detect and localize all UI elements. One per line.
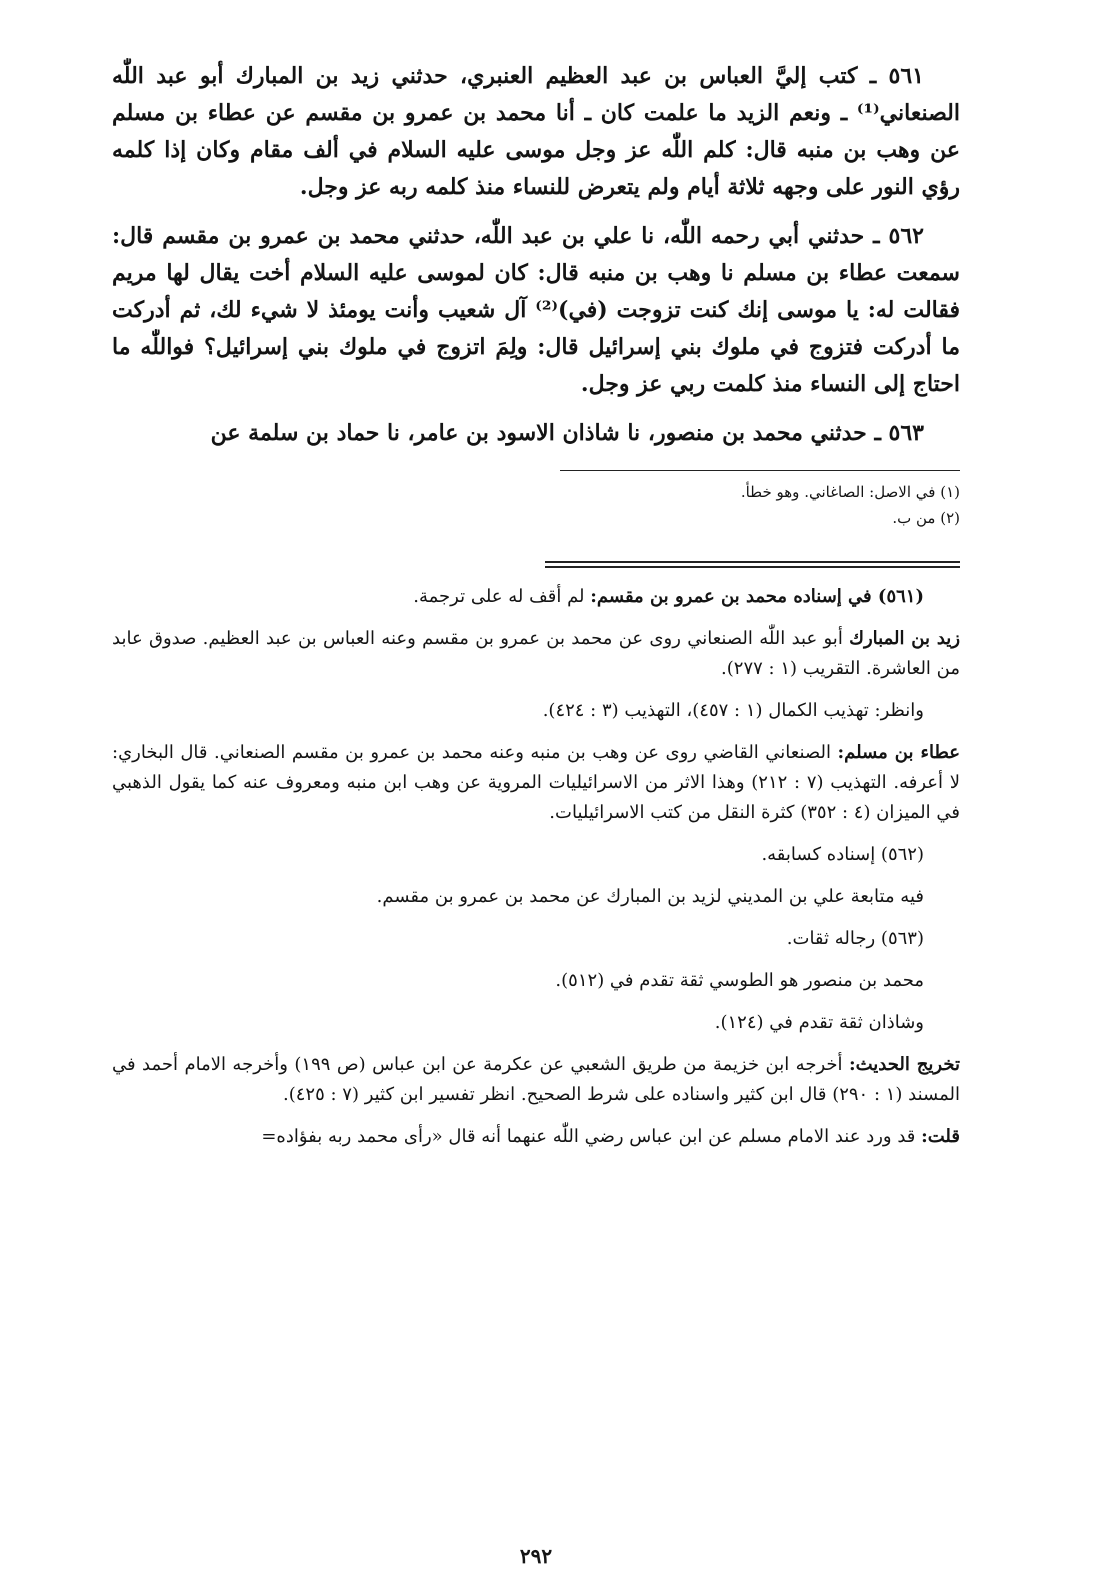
hadith-562: ٥٦٢ ـ حدثني أبي رحمه اللّٰه، نا علي بن عبد اللّٰه، حدثني محمد بن عمرو بن مقسم قال: سمعت عطاء بن مسلم نا وهب بن منبه قال: كان لموسى عليه السلام أخت يقال لها مريم فقالت له: يا موسى إنك كنت تزوجت (في)⁽²⁾ آل شعيب وأنت يومئذ لا شيء لك، ثم أدركت ما أدركت فتزوج في ملوك بني إسرائيل قال: ولِمَ اتزوج في ملوك بني إسرائيل؟ فواللّٰه ما احتاج إلى النساء منذ كلمت ربي عز وجل. <box>112 223 960 397</box>
book-page <box>112 58 961 1568</box>
commentary-text: لم أقف له على ترجمة. <box>413 586 591 607</box>
commentary-paragraph <box>112 1008 960 1038</box>
footnote-2: (٢) من ب. <box>892 509 960 527</box>
commentary-text: الصنعاني القاضي روى عن وهب بن منبه وعنه محمد بن عمرو بن مقسم الصنعاني. قال البخاري: لا أعرفه. التهذيب (٧ : ٢١٢) وهذا الاثر من الاسرائيليات المروية عن وهب ابن منبه ومعروف عنه كما يقول الذهبي في الميزان (٤ : ٣٥٢) كثرة النقل من كتب الاسرائيليات. <box>112 742 960 823</box>
commentary-paragraph <box>112 738 960 828</box>
page-number: ٢٩٢ <box>519 1544 553 1568</box>
footnote-divider <box>560 470 960 471</box>
commentary-bold: زيد بن المبارك <box>849 628 961 649</box>
hadith-563: ٥٦٣ ـ حدثني محمد بن منصور، نا شاذان الاسود بن عامر، نا حماد بن سلمة عن <box>210 420 924 446</box>
commentary-text: أبو عبد اللّٰه الصنعاني روى عن محمد بن عمرو بن مقسم وعنه العباس بن عبد العظيم. صدوق عابد من العاشرة. التقريب (١ : ٢٧٧). <box>112 628 960 679</box>
hadith-561: ٥٦١ ـ كتب إليَّ العباس بن عبد العظيم العنبري، حدثني زيد بن المبارك أبو عبد اللّٰه الصنعاني⁽¹⁾ ـ ونعم الزيد ما علمت كان ـ أنا محمد بن عمرو بن مقسم عن عطاء بن مسلم عن وهب بن منبه قال: كلم اللّٰه عز وجل موسى عليه السلام في ألف مقام وكان إذا كلمه رؤي النور على وجهه ثلاثة أيام ولم يتعرض للنساء منذ كلمه ربه عز وجل. <box>112 63 960 200</box>
commentary-text: (٥٦٢) إسناده كسابقه. <box>761 844 924 865</box>
commentary-paragraph <box>112 840 960 870</box>
commentary-text: قد ورد عند الامام مسلم عن ابن عباس رضي اللّٰه عنهما أنه قال «رأى محمد ربه بفؤاده= <box>261 1126 922 1147</box>
commentary-paragraph <box>112 696 960 726</box>
commentary-text: وانظر: تهذيب الكمال (١ : ٤٥٧)، التهذيب (٣ : ٤٢٤). <box>542 700 924 721</box>
commentary-text: (٥٦٣) رجاله ثقات. <box>786 928 924 949</box>
commentary-bold: قلت: <box>921 1126 960 1147</box>
commentary-text: فيه متابعة علي بن المديني لزيد بن المبارك عن محمد بن عمرو بن مقسم. <box>376 886 924 907</box>
commentary-bold: عطاء بن مسلم: <box>837 742 960 763</box>
commentary-paragraph <box>112 924 960 954</box>
commentary-text: وشاذان ثقة تقدم في (١٢٤). <box>714 1012 924 1033</box>
commentary-bold: (٥٦١) في إسناده محمد بن عمرو بن مقسم: <box>590 586 924 607</box>
commentary-paragraph <box>112 582 960 612</box>
commentary-paragraph <box>112 966 960 996</box>
commentary-paragraph <box>112 882 960 912</box>
commentary-paragraph <box>112 624 960 684</box>
commentary-text: محمد بن منصور هو الطوسي ثقة تقدم في (٥١٢). <box>555 970 924 991</box>
commentary-bold: تخريج الحديث: <box>848 1054 960 1075</box>
commentary-paragraph <box>112 1050 960 1110</box>
main-text <box>112 58 960 452</box>
footnotes <box>112 479 960 531</box>
footnote-1: (١) في الاصل: الصاغاني. وهو خطأ. <box>740 483 960 501</box>
commentary-paragraph <box>112 1122 960 1152</box>
commentary-divider <box>545 561 960 568</box>
commentary <box>112 582 960 1152</box>
commentary-text: أخرجه ابن خزيمة من طريق الشعبي عن عكرمة عن ابن عباس (ص ١٩٩) وأخرجه الامام أحمد في المسند (١ : ٢٩٠) قال ابن كثير واسناده على شرط الصحيح. انظر تفسير ابن كثير (٧ : ٤٢٥). <box>112 1054 960 1105</box>
